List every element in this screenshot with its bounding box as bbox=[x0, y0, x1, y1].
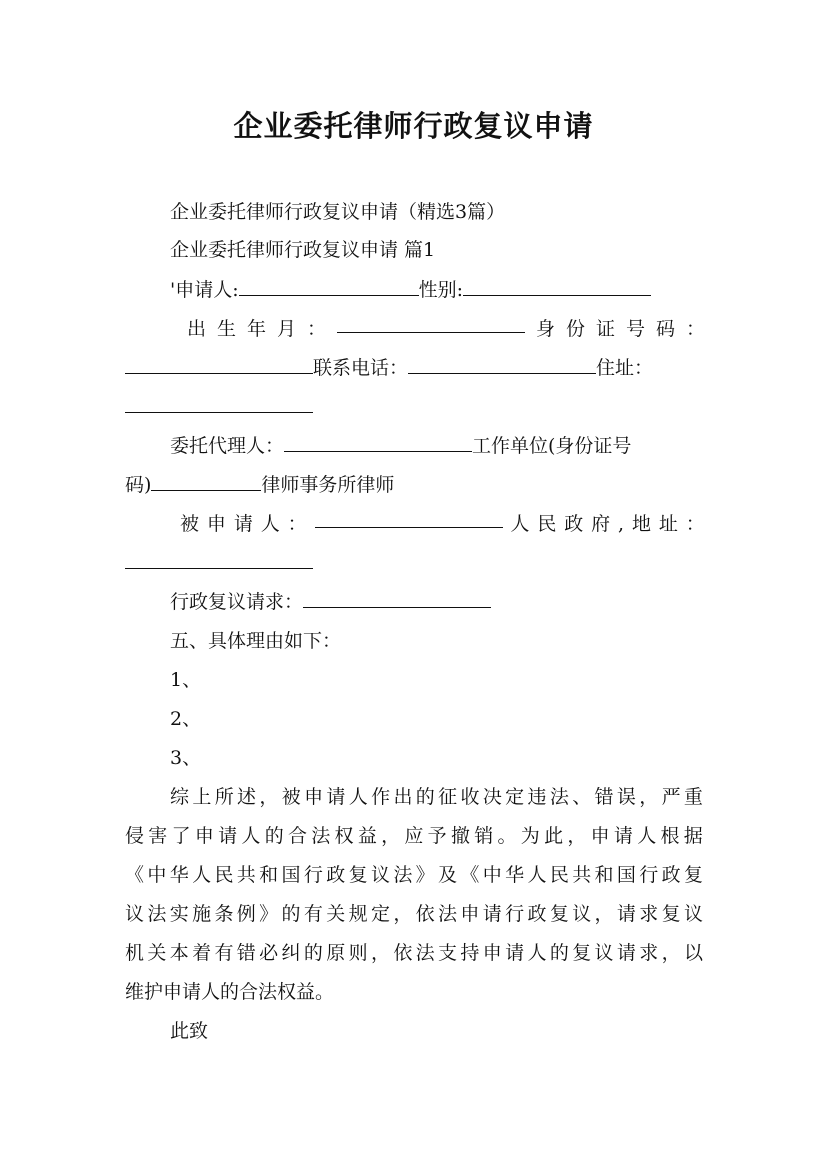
code-prefix: 码) bbox=[125, 474, 152, 496]
body-char: 违 bbox=[527, 786, 547, 808]
body-char: 的 bbox=[303, 942, 323, 964]
government-char: 人 bbox=[510, 513, 530, 535]
body-line bbox=[125, 862, 703, 888]
body-char: 请 bbox=[616, 903, 636, 925]
agent-label: 委托代理人： bbox=[170, 435, 285, 457]
reasons-heading: 五、具体理由如下： bbox=[170, 630, 342, 652]
id-char: ： bbox=[685, 318, 705, 340]
body-char: 复 bbox=[661, 903, 681, 925]
body-char: 了 bbox=[171, 825, 191, 847]
body-char: 求 bbox=[639, 903, 659, 925]
body-char: 议 bbox=[594, 942, 614, 964]
body-char: 收 bbox=[460, 786, 480, 808]
closing-text: 此致 bbox=[170, 1020, 209, 1042]
body-char: 、 bbox=[572, 786, 592, 808]
phone-address-line bbox=[125, 355, 705, 381]
respondent-line bbox=[180, 511, 705, 537]
body-char: 的 bbox=[281, 903, 301, 925]
body-char: 复 bbox=[348, 864, 368, 886]
body-char: 行 bbox=[639, 864, 659, 886]
body-char: 政 bbox=[661, 864, 681, 886]
body-char: 华 bbox=[169, 864, 189, 886]
body-char: 定 bbox=[370, 903, 390, 925]
phone-label: 联系电话： bbox=[313, 357, 409, 379]
body-char: 益 bbox=[357, 825, 377, 847]
body-char: 撤 bbox=[450, 825, 470, 847]
body-char: 必 bbox=[259, 942, 279, 964]
id-blank[interactable] bbox=[125, 357, 313, 374]
body-char: 合 bbox=[287, 825, 307, 847]
body-char: 中 bbox=[147, 864, 167, 886]
body-char: 请 bbox=[616, 942, 636, 964]
body-char: 应 bbox=[404, 825, 424, 847]
government-char: 政 bbox=[564, 513, 584, 535]
body-char: 行 bbox=[505, 903, 525, 925]
gender-blank[interactable] bbox=[463, 279, 651, 296]
body-char: 中 bbox=[482, 864, 502, 886]
phone-blank[interactable] bbox=[408, 357, 596, 374]
body-char: 有 bbox=[214, 942, 234, 964]
work-unit-label: 工作单位(身份证号 bbox=[472, 435, 632, 457]
respondent-char: 申 bbox=[206, 513, 226, 535]
respondent-char: 人 bbox=[260, 513, 280, 535]
body-char: ， bbox=[567, 825, 587, 847]
body-char: ， bbox=[639, 786, 659, 808]
request-blank[interactable] bbox=[303, 591, 491, 608]
body-char: 人 bbox=[527, 942, 547, 964]
body-char: 持 bbox=[460, 942, 480, 964]
body-line bbox=[170, 784, 703, 810]
gov-address-line bbox=[125, 550, 705, 576]
body-char: 错 bbox=[594, 786, 614, 808]
body-char: 和 bbox=[259, 864, 279, 886]
body-char: 法 bbox=[393, 864, 413, 886]
body-char: 议 bbox=[370, 864, 390, 886]
body-char: 人 bbox=[637, 825, 657, 847]
body-char: 述 bbox=[237, 786, 257, 808]
body-char: ， bbox=[259, 786, 279, 808]
body-char: 综 bbox=[170, 786, 190, 808]
request-line bbox=[170, 589, 750, 615]
body-char: 》 bbox=[259, 903, 279, 925]
id-char: 份 bbox=[565, 318, 585, 340]
body-char: 共 bbox=[236, 864, 256, 886]
body-char: 复 bbox=[683, 864, 703, 886]
law-firm-suffix: 律师事务所律师 bbox=[261, 474, 395, 496]
body-char: 政 bbox=[527, 903, 547, 925]
body-char: 实 bbox=[169, 903, 189, 925]
reason-item: 1、 bbox=[170, 669, 202, 691]
body-char: ， bbox=[393, 903, 413, 925]
respondent-char: 被 bbox=[180, 513, 200, 535]
body-char: 华 bbox=[505, 864, 525, 886]
body-char: 予 bbox=[427, 825, 447, 847]
body-char: 销 bbox=[474, 825, 494, 847]
body-char: 据 bbox=[683, 825, 703, 847]
id-char: 身 bbox=[535, 318, 555, 340]
body-char: 请 bbox=[218, 825, 238, 847]
body-char: 议 bbox=[683, 903, 703, 925]
birth-char: 年 bbox=[247, 318, 267, 340]
body-line bbox=[125, 823, 703, 849]
body-char: 机 bbox=[125, 942, 145, 964]
body-char: 申 bbox=[482, 942, 502, 964]
body-char: 关 bbox=[326, 903, 346, 925]
id-char: 证 bbox=[595, 318, 615, 340]
government-char: 民 bbox=[537, 513, 557, 535]
body-char: 。 bbox=[497, 825, 517, 847]
body-char: ， bbox=[594, 903, 614, 925]
body-char: 法 bbox=[415, 942, 435, 964]
body-char: 政 bbox=[326, 864, 346, 886]
body-char: 人 bbox=[348, 786, 368, 808]
body-char: 人 bbox=[241, 825, 261, 847]
body-char: 的 bbox=[549, 942, 569, 964]
body-char: 重 bbox=[683, 786, 703, 808]
body-char: 请 bbox=[482, 903, 502, 925]
body-char: 依 bbox=[415, 903, 435, 925]
body-char: 原 bbox=[326, 942, 346, 964]
body-char: 《 bbox=[125, 864, 145, 886]
body-char: ， bbox=[370, 942, 390, 964]
body-char: 的 bbox=[264, 825, 284, 847]
article-heading: 企业委托律师行政复议申请 篇1 bbox=[170, 239, 436, 261]
body-char: 民 bbox=[549, 864, 569, 886]
applicant-line bbox=[170, 277, 703, 303]
address-label: 住址： bbox=[596, 357, 654, 379]
body-char: 议 bbox=[125, 903, 145, 925]
body-char: 误 bbox=[616, 786, 636, 808]
body-char: ， bbox=[661, 942, 681, 964]
body-char: 依 bbox=[393, 942, 413, 964]
government-char: 府 bbox=[591, 513, 611, 535]
document-title: 企业委托律师行政复议申请 bbox=[233, 109, 594, 143]
birth-char: ： bbox=[307, 318, 327, 340]
body-char: 请 bbox=[613, 825, 633, 847]
body-char: 被 bbox=[281, 786, 301, 808]
body-char: 国 bbox=[616, 864, 636, 886]
government-char: , bbox=[618, 513, 625, 535]
body-char: 申 bbox=[304, 786, 324, 808]
body-char: 请 bbox=[505, 942, 525, 964]
body-char: 条 bbox=[214, 903, 234, 925]
law-firm-line bbox=[125, 472, 705, 498]
body-char: 纠 bbox=[281, 942, 301, 964]
body-char: 国 bbox=[281, 864, 301, 886]
government-char: 地 bbox=[631, 513, 651, 535]
body-char: 行 bbox=[303, 864, 323, 886]
birth-char: 月 bbox=[277, 318, 297, 340]
body-char: 有 bbox=[303, 903, 323, 925]
reason-item: 2、 bbox=[170, 708, 202, 730]
body-char: 本 bbox=[169, 942, 189, 964]
body-char: 《 bbox=[460, 864, 480, 886]
reason-item: 3、 bbox=[170, 747, 202, 769]
respondent-char: ： bbox=[287, 513, 307, 535]
agent-blank[interactable] bbox=[284, 435, 472, 452]
id-char: 码 bbox=[655, 318, 675, 340]
body-char: 人 bbox=[527, 864, 547, 886]
body-char: 上 bbox=[192, 786, 212, 808]
government-char: 址 bbox=[658, 513, 678, 535]
body-char: 规 bbox=[348, 903, 368, 925]
subtitle: 企业委托律师行政复议申请（精选3篇） bbox=[170, 201, 506, 223]
body-char: 施 bbox=[192, 903, 212, 925]
respondent-char: 请 bbox=[233, 513, 253, 535]
respondent-blank[interactable] bbox=[315, 511, 503, 528]
body-char: 着 bbox=[192, 942, 212, 964]
body-char: 申 bbox=[590, 825, 610, 847]
body-line bbox=[125, 901, 703, 927]
body-char: 此 bbox=[544, 825, 564, 847]
applicant-blank[interactable] bbox=[239, 279, 419, 296]
applicant-label: '申请人: bbox=[170, 279, 239, 301]
body-char: 申 bbox=[460, 903, 480, 925]
body-char: 法 bbox=[438, 903, 458, 925]
body-char: 支 bbox=[438, 942, 458, 964]
body-char: 》 bbox=[415, 864, 435, 886]
address-blank[interactable] bbox=[125, 396, 313, 413]
body-char: 则 bbox=[348, 942, 368, 964]
body-char: 复 bbox=[549, 903, 569, 925]
agent-line bbox=[170, 433, 703, 459]
body-char: 法 bbox=[147, 903, 167, 925]
body-char: 法 bbox=[549, 786, 569, 808]
body-char: 人 bbox=[192, 864, 212, 886]
body-char: 议 bbox=[572, 903, 592, 925]
body-char: 请 bbox=[326, 786, 346, 808]
body-char: 权 bbox=[334, 825, 354, 847]
body-char: 民 bbox=[214, 864, 234, 886]
body-char: 为 bbox=[520, 825, 540, 847]
body-char: 申 bbox=[194, 825, 214, 847]
gender-label: 性别: bbox=[418, 279, 464, 301]
body-char: 共 bbox=[572, 864, 592, 886]
gov-address-blank[interactable] bbox=[125, 552, 313, 569]
body-char: 根 bbox=[660, 825, 680, 847]
government-char: ： bbox=[685, 513, 705, 535]
address-line bbox=[125, 394, 705, 420]
body-char: 出 bbox=[393, 786, 413, 808]
body-last-line: 维护申请人的合法权益。 bbox=[125, 981, 335, 1003]
body-char: 决 bbox=[482, 786, 502, 808]
body-char: 错 bbox=[236, 942, 256, 964]
body-char: 侵 bbox=[125, 825, 145, 847]
birth-char: 生 bbox=[217, 318, 237, 340]
body-char: 害 bbox=[148, 825, 168, 847]
law-firm-blank[interactable] bbox=[151, 474, 261, 491]
birth-blank[interactable] bbox=[337, 316, 525, 333]
request-label: 行政复议请求： bbox=[170, 591, 304, 613]
body-char: 以 bbox=[683, 942, 703, 964]
body-char: 征 bbox=[438, 786, 458, 808]
id-char: 号 bbox=[625, 318, 645, 340]
body-char: 例 bbox=[236, 903, 256, 925]
body-char: 作 bbox=[371, 786, 391, 808]
birth-char: 出 bbox=[187, 318, 207, 340]
body-char: 和 bbox=[594, 864, 614, 886]
body-char: 严 bbox=[661, 786, 681, 808]
body-char: 所 bbox=[214, 786, 234, 808]
body-char: 关 bbox=[147, 942, 167, 964]
body-char: 的 bbox=[415, 786, 435, 808]
body-char: 求 bbox=[639, 942, 659, 964]
birth-id-line bbox=[187, 316, 705, 342]
body-char: 定 bbox=[505, 786, 525, 808]
body-char: 法 bbox=[311, 825, 331, 847]
body-char: ， bbox=[381, 825, 401, 847]
body-char: 复 bbox=[572, 942, 592, 964]
body-char: 及 bbox=[438, 864, 458, 886]
body-line bbox=[125, 940, 703, 966]
